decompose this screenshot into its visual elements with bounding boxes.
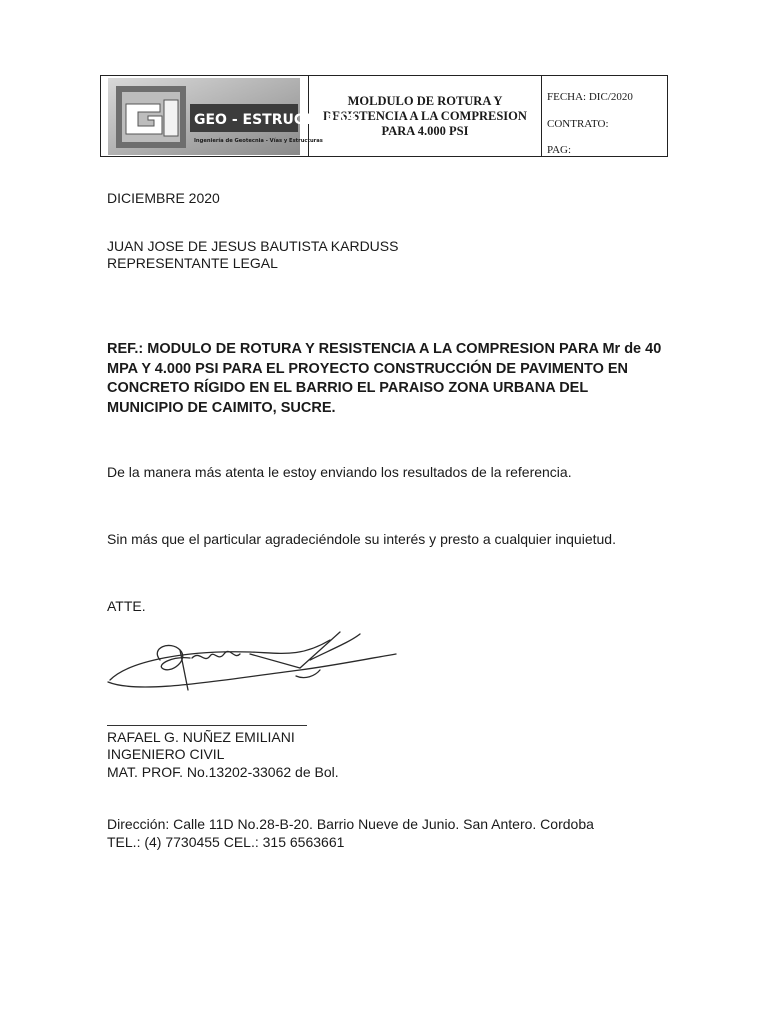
date-field: FECHA: DIC/2020 [547,91,633,103]
signature [100,620,410,700]
reference-paragraph: REF.: MODULO DE ROTURA Y RESISTENCIA A LA COMPRESION PARA Mr de 40 MPA Y 4.000 PSI PARA EL PROYECTO CONSTRUCCIÓN DE PAVIMENTO EN CONCRETO RÍGIDO EN EL BARRIO EL PARAISO ZONA URBANA DEL MUNICIPIO DE CAIMITO, SUCRE. [107,341,662,416]
phones: TEL.: (4) 7730455 CEL.: 315 6563661 [107,834,345,850]
address: Dirección: Calle 11D No.28-B-20. Barrio Nueve de Junio. San Antero. Cordoba [107,816,594,832]
contract-field: CONTRATO: [547,118,609,130]
company-logo [108,78,357,155]
signer-name: RAFAEL G. NUÑEZ EMILIANI [107,729,295,745]
logo-tagline: Ingeniería de Geotecnia - Vías y Estructuras [194,138,323,144]
logo-name: GEO - ESTRUCTURAS [194,112,357,128]
document-header-table [100,75,668,157]
signer-title: INGENIERO CIVIL [107,746,225,762]
title-line-1: MOLDULO DE ROTURA Y [347,93,503,108]
body-paragraph-1: De la manera más atenta le estoy enviando los resultados de la referencia. [107,464,572,480]
body-paragraph-2: Sin más que el particular agradeciéndole su interés y presto a cualquier inquietud. [107,531,616,547]
signature-line [107,725,307,726]
letter-date: DICIEMBRE 2020 [107,190,220,206]
title-line-3: PARA 4.000 PSI [381,123,469,138]
recipient-role: REPRESENTANTE LEGAL [107,255,278,271]
title-line-2: RESISTENCIA A LA COMPRESION [323,108,527,123]
recipient-name: JUAN JOSE DE JESUS BAUTISTA KARDUSS [107,238,399,254]
signer-license: MAT. PROF. No.13202-33062 de Bol. [107,764,339,780]
meta-cell [542,76,667,156]
closing: ATTE. [107,598,146,614]
page-field: PAG: [547,144,572,156]
logo-cell [101,76,357,156]
